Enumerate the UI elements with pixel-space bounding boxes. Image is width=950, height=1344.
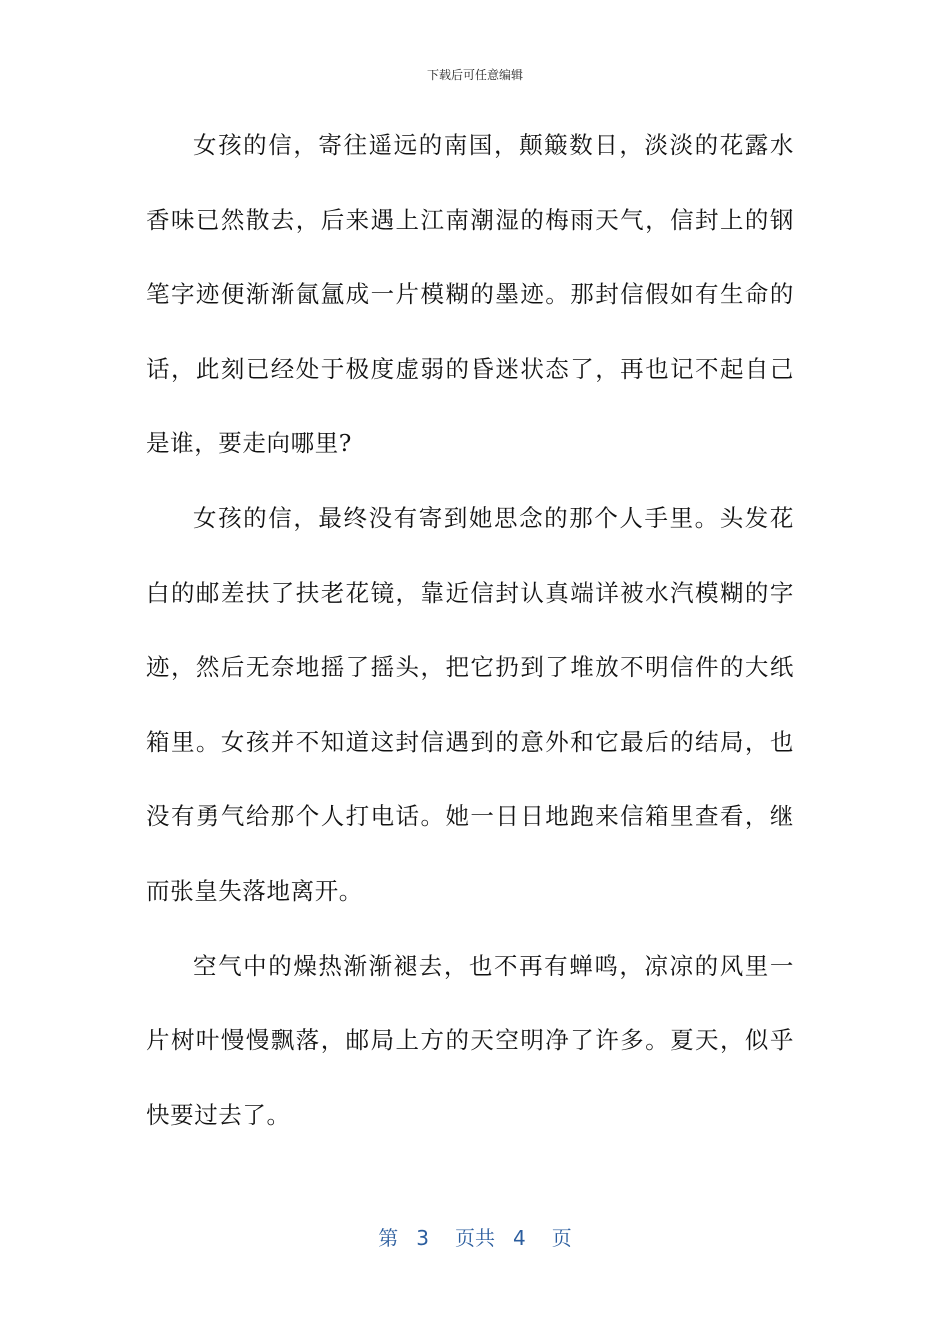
footer-prefix: 第: [378, 1226, 399, 1250]
page-footer: [0, 1224, 950, 1252]
footer-middle: 页共: [455, 1226, 495, 1250]
footer-suffix: 页: [551, 1226, 572, 1250]
footer-current-page: 3: [416, 1226, 429, 1250]
paragraph-1: 女孩的信，寄往遥远的南国，颠簸数日，淡淡的花露水香味已然散去，后来遇上江南潮湿的梅雨天气，信封上的钢笔字迹便渐渐氤氲成一片模糊的墨迹。那封信假如有生命的话，此刻已经处于极度虚弱的昏迷状态了，再也记不起自己是谁，要走向哪里?: [146, 131, 794, 458]
page-header: 下载后可任意编辑: [426, 68, 523, 82]
footer-total-pages: 4: [513, 1226, 526, 1250]
paragraph-2: 女孩的信，最终没有寄到她思念的那个人手里。头发花白的邮差扶了扶老花镜，靠近信封认真端详被水汽模糊的字迹，然后无奈地摇了摇头，把它扔到了堆放不明信件的大纸箱里。女孩并不知道这封信遇到的意外和它最后的结局，也没有勇气给那个人打电话。她一日日地跑来信箱里查看，继而张皇失落地离开。: [146, 503, 794, 905]
paragraph-3: 空气中的燥热渐渐褪去，也不再有蝉鸣，凉凉的风里一片树叶慢慢飘落，邮局上方的天空明净了许多。夏天，似乎快要过去了。: [146, 951, 794, 1129]
document-body: [146, 108, 794, 1152]
